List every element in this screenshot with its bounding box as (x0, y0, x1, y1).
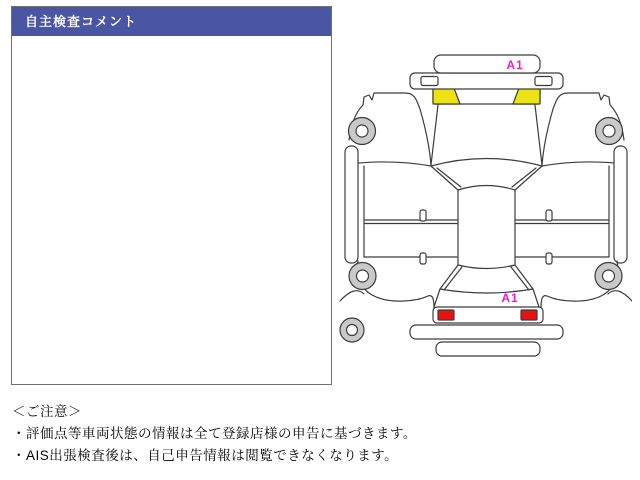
headlamp-left-icon (421, 77, 438, 86)
door-handle-icon (420, 210, 426, 221)
rear-lower-panel (436, 342, 540, 356)
sill-right (614, 146, 627, 263)
door-panels-left (364, 166, 457, 264)
hood-edge-right (535, 105, 542, 165)
tail-lamp-highlight-right[interactable] (521, 310, 537, 320)
hood-edge-left (431, 105, 438, 165)
wheel-front-right (596, 118, 623, 145)
door-handle-icon (420, 253, 426, 264)
vehicle-damage-diagram (338, 42, 632, 374)
headlamp-right-icon (535, 77, 552, 86)
comment-body[interactable] (12, 36, 331, 384)
tail-lamp-highlight-left[interactable] (438, 310, 454, 320)
front-bumper[interactable] (434, 55, 540, 73)
self-inspection-comment-panel (11, 6, 332, 385)
wheel-front-left (349, 118, 376, 145)
sill-left (345, 146, 358, 263)
panel-title: 自主検査コメント (12, 7, 331, 36)
rear-window (434, 265, 539, 307)
wheel-rear-right (595, 263, 622, 290)
notice-line: ・評価点等車両状態の情報は全て登録店様の申告に基づきます。 (12, 426, 417, 441)
wheel-rear-left (349, 263, 376, 290)
spare-wheel (340, 318, 364, 342)
roof (458, 186, 515, 269)
door-panels-right (516, 166, 609, 264)
damage-label-rear[interactable]: A1 (501, 291, 519, 305)
notice-line: ・AIS出張検査後は、自己申告情報は閲覧できなくなります。 (12, 448, 399, 463)
door-handle-icon (546, 210, 552, 221)
notice-section (12, 401, 417, 467)
notice-heading: ＜ご注意＞ (12, 404, 82, 419)
damage-label-front[interactable]: A1 (506, 58, 524, 72)
door-handle-icon (546, 253, 552, 264)
rear-bumper (410, 325, 563, 339)
